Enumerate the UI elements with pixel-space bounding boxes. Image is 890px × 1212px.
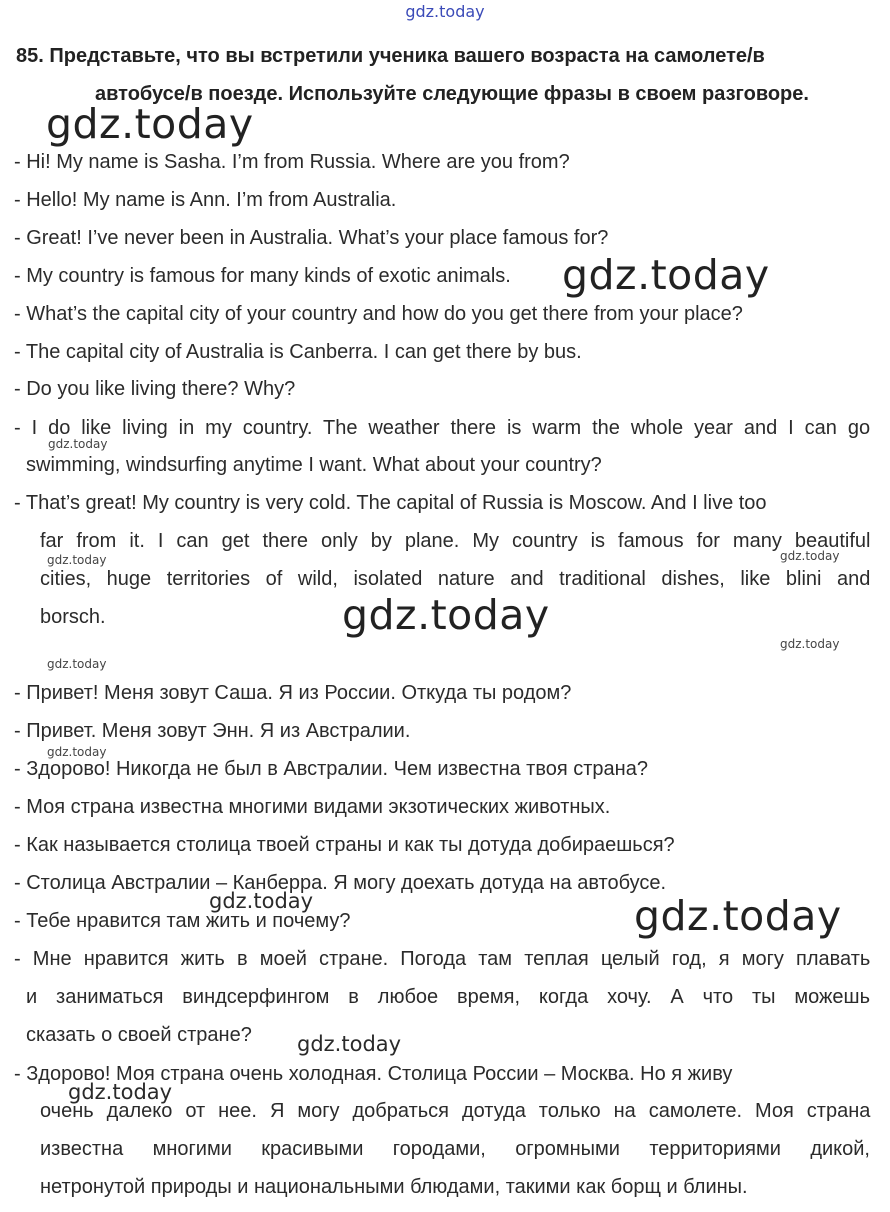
watermark: gdz.today (209, 889, 314, 913)
dialogue-line: - Мне нравится жить в моей стране. Погода там теплая целый год, я могу плавать (14, 948, 871, 970)
watermark: gdz.today (68, 1080, 173, 1104)
dialogue-line: cities, huge territories of wild, isolated nature and traditional dishes, like blini and (40, 568, 871, 590)
watermark: gdz.today (48, 437, 108, 451)
dialogue-line: известна многими красивыми городами, огромными территориями дикой, (40, 1138, 870, 1160)
dialogue-line: и заниматься виндсерфингом в любое время, когда хочу. А что ты можешь (26, 986, 870, 1008)
watermark-top: gdz.today (405, 2, 485, 21)
dialogue-line: - Столица Австралии – Канберра. Я могу доехать дотуда на автобусе. (14, 872, 667, 894)
watermark: gdz.today (47, 657, 107, 671)
dialogue-line: - Привет. Меня зовут Энн. Я из Австралии. (14, 720, 411, 742)
dialogue-line: - Hi! My name is Sasha. I’m from Russia. Where are you from? (14, 151, 570, 173)
watermark: gdz.today (562, 251, 770, 299)
task-line-2: автобусе/в поезде. Используйте следующие фразы в своем разговоре. (95, 83, 809, 105)
watermark: gdz.today (46, 100, 254, 148)
dialogue-line: - Здорово! Моя страна очень холодная. Столица России – Москва. Но я живу (14, 1063, 733, 1085)
dialogue-line: сказать о своей стране? (26, 1024, 252, 1046)
dialogue-line: - Здорово! Никогда не был в Австралии. Чем известна твоя страна? (14, 758, 648, 780)
watermark: gdz.today (47, 745, 107, 759)
dialogue-line: - I do like living in my country. The weather there is warm the whole year and I can go (14, 417, 871, 439)
watermark: gdz.today (634, 892, 842, 940)
dialogue-line: - Моя страна известна многими видами экзотических животных. (14, 796, 611, 818)
watermark: gdz.today (47, 553, 107, 567)
dialogue-line: - My country is famous for many kinds of exotic animals. (14, 265, 511, 287)
dialogue-line: - That’s great! My country is very cold. The capital of Russia is Moscow. And I live too (14, 492, 767, 514)
watermark: gdz.today (780, 637, 840, 651)
dialogue-line: - Как называется столица твоей страны и как ты дотуда добираешься? (14, 834, 675, 856)
dialogue-line: - Привет! Меня зовут Саша. Я из России. Откуда ты родом? (14, 682, 572, 704)
watermark: gdz.today (297, 1032, 402, 1056)
dialogue-line: borsch. (40, 606, 106, 628)
dialogue-line: swimming, windsurfing anytime I want. What about your country? (26, 454, 602, 476)
watermark: gdz.today (342, 591, 550, 639)
watermark: gdz.today (780, 549, 840, 563)
dialogue-line: - The capital city of Australia is Canberra. I can get there by bus. (14, 341, 582, 363)
dialogue-line: - Hello! My name is Ann. I’m from Australia. (14, 189, 397, 211)
dialogue-line: - Great! I’ve never been in Australia. What’s your place famous for? (14, 227, 609, 249)
task-line-1: 85. Представьте, что вы встретили ученика вашего возраста на самолете/в (16, 45, 765, 67)
dialogue-line: - Тебе нравится там жить и почему? (14, 910, 351, 932)
task-heading (16, 37, 876, 113)
dialogue-line: очень далеко от нее. Я могу добраться дотуда только на самолете. Моя страна (40, 1100, 871, 1122)
dialogue-line: - What’s the capital city of your country and how do you get there from your place? (14, 303, 743, 325)
dialogue-line: far from it. I can get there only by plane. My country is famous for many beautiful (40, 530, 871, 552)
dialogue-line: - Do you like living there? Why? (14, 378, 296, 400)
dialogue-line: нетронутой природы и национальными блюдами, такими как борщ и блины. (40, 1176, 748, 1198)
